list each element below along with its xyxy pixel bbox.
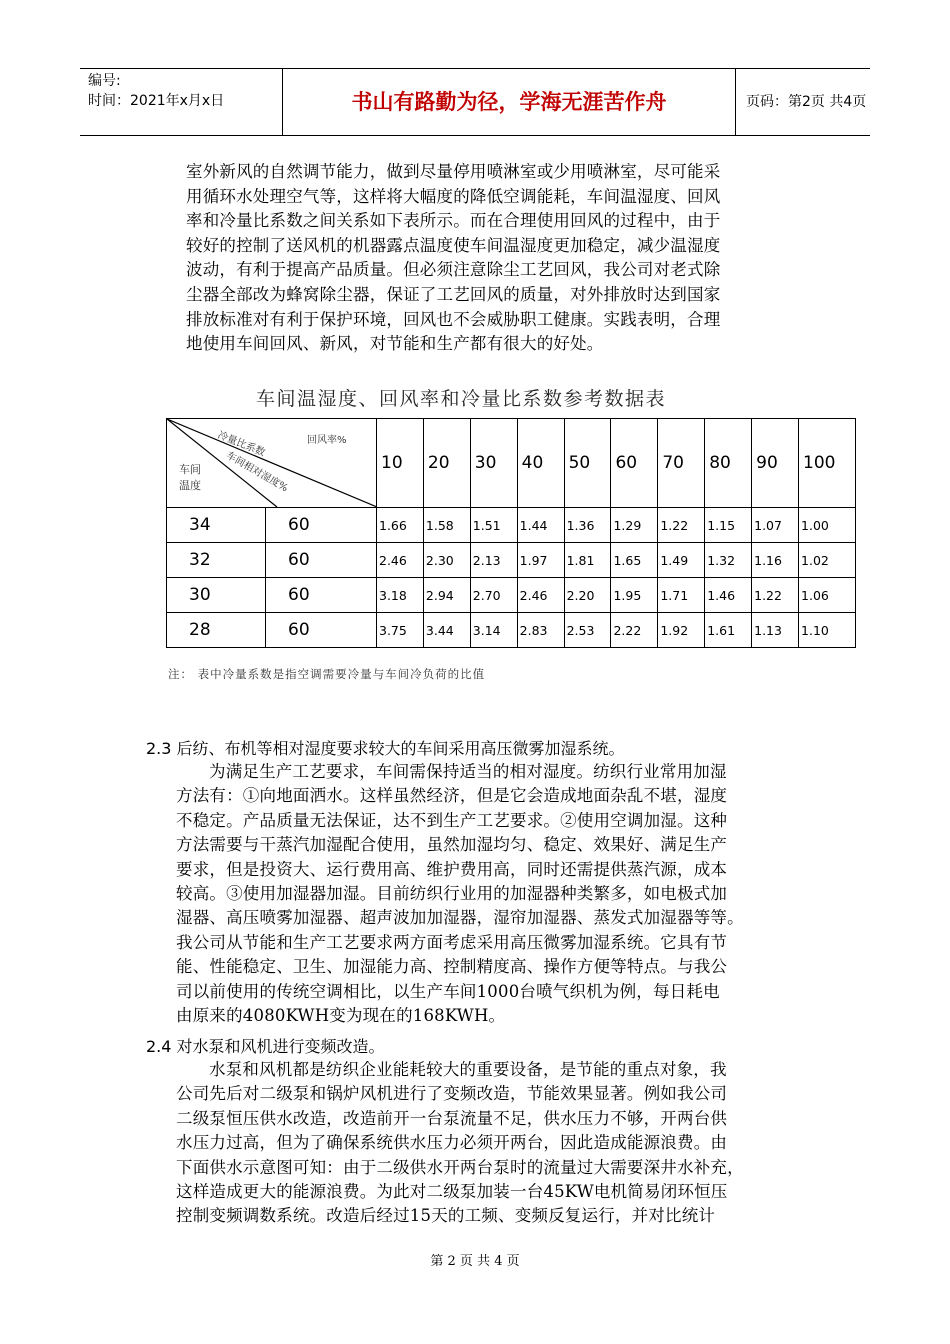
value-cell: 1.44 (517, 508, 564, 543)
corner-cold-ratio: 冷量比系数 (216, 429, 267, 459)
value-cell: 1.97 (517, 543, 564, 578)
value-cell: 1.13 (752, 613, 799, 648)
humidity-cell: 60 (266, 578, 377, 613)
value-cell: 1.66 (377, 508, 424, 543)
table-row (167, 613, 856, 648)
body-line: 由原来的4080KWH变为现在的168KWH。 (176, 1006, 506, 1026)
value-cell: 2.70 (470, 578, 517, 613)
value-cell: 1.46 (705, 578, 752, 613)
value-cell: 1.49 (658, 543, 705, 578)
section-2-3-heading: 2.3 后纺、布机等相对湿度要求较大的车间采用高压微雾加湿系统。 (146, 739, 625, 758)
value-cell: 2.83 (517, 613, 564, 648)
page-footer: 第 2 页 共 4 页 (430, 1254, 520, 1269)
value-cell: 2.22 (611, 613, 658, 648)
header-motto: 书山有路勤为径，学海无涯苦作舟 (282, 69, 736, 135)
value-cell: 1.22 (752, 578, 799, 613)
value-cell: 3.75 (377, 613, 424, 648)
value-cell: 1.02 (799, 543, 856, 578)
temp-cell: 32 (167, 543, 266, 578)
table-title: 车间温湿度、回风率和冷量比系数参考数据表 (256, 388, 667, 410)
col-header: 20 (423, 419, 470, 508)
col-header: 100 (799, 419, 856, 508)
col-header: 50 (564, 419, 611, 508)
col-header: 10 (377, 419, 424, 508)
header-meta (80, 69, 280, 135)
body-line: 不稳定。产品质量无法保证，达不到生产工艺要求。②使用空调加湿。这种 (176, 810, 728, 830)
value-cell: 1.61 (705, 613, 752, 648)
value-cell: 2.46 (517, 578, 564, 613)
col-header: 90 (752, 419, 799, 508)
header-page-label: 页码：第2页 共4页 (746, 94, 867, 110)
value-cell: 1.51 (470, 508, 517, 543)
col-header: 80 (705, 419, 752, 508)
value-cell: 1.92 (658, 613, 705, 648)
col-header: 40 (517, 419, 564, 508)
humidity-cell: 60 (266, 543, 377, 578)
corner-return-air: 回风率% (307, 435, 347, 446)
section-2-4-heading: 2.4 对水泵和风机进行变频改造。 (146, 1037, 385, 1056)
value-cell: 2.30 (423, 543, 470, 578)
value-cell: 3.44 (423, 613, 470, 648)
section-2-4-body (176, 1058, 820, 1229)
intro-line: 地使用车间回风、新风，对节能和生产都有很大的好处。 (186, 334, 604, 354)
body-line: 这样造成更大的能源浪费。为此对二级泵加装一台45KW电机简易闭环恒压 (176, 1182, 728, 1202)
value-cell: 1.00 (799, 508, 856, 543)
body-line: 较高。③使用加湿器加湿。目前纺织行业用的加湿器种类繁多，如电极式加 (176, 884, 728, 904)
body-line: 能、性能稳定、卫生、加湿能力高、控制精度高、操作方便等特点。与我公 (176, 957, 728, 977)
corner-temp: 车间 (179, 463, 201, 476)
value-cell: 2.53 (564, 613, 611, 648)
body-line: 控制变频调数系统。改造后经过15天的工频、变频反复运行，并对比统计 (176, 1206, 716, 1226)
corner-rel-humidity: 车间相对湿度% (223, 450, 290, 495)
value-cell: 1.58 (423, 508, 470, 543)
value-cell: 2.46 (377, 543, 424, 578)
value-cell: 1.36 (564, 508, 611, 543)
value-cell: 1.95 (611, 578, 658, 613)
corner-temp2: 温度 (179, 479, 201, 492)
value-cell: 1.22 (658, 508, 705, 543)
temp-cell: 34 (167, 508, 266, 543)
body-line: 水压力过高，但为了确保系统供水压力必须开两台，因此造成能源浪费。由 (176, 1133, 728, 1153)
intro-line: 排放标准对有利于保护环境，回风也不会威胁职工健康。实践表明，合理 (186, 309, 721, 329)
col-header: 30 (470, 419, 517, 508)
humidity-cell: 60 (266, 613, 377, 648)
value-cell: 2.13 (470, 543, 517, 578)
col-header: 60 (611, 419, 658, 508)
body-line: 下面供水示意图可知：由于二级供水开两台泵时的流量过大需要深井水补充， (176, 1157, 744, 1177)
value-cell: 1.81 (564, 543, 611, 578)
page-header (80, 68, 870, 136)
value-cell: 3.18 (377, 578, 424, 613)
body-line: 水泵和风机都是纺织企业能耗较大的重要设备，是节能的重点对象，我 (209, 1060, 727, 1079)
table-header-row (167, 419, 856, 508)
intro-line: 率和冷量比系数之间关系如下表所示。而在合理使用回风的过程中，由于 (186, 211, 721, 231)
table-note: 注： 表中冷量系数是指空调需要冷量与车间冷负荷的比值 (168, 667, 486, 681)
intro-paragraph (186, 160, 810, 357)
body-line: 要求，但是投资大、运行费用高、维护费用高，同时还需提供蒸汽源，成本 (176, 859, 728, 879)
table-row (167, 508, 856, 543)
value-cell: 1.06 (799, 578, 856, 613)
value-cell: 2.94 (423, 578, 470, 613)
temp-cell: 28 (167, 613, 266, 648)
table-corner-cell (167, 419, 377, 508)
intro-line: 较好的控制了送风机的机器露点温度使车间温湿度更加稳定，减少温湿度 (186, 235, 721, 255)
intro-line: 波动，有利于提高产品质量。但必须注意除尘工艺回风，我公司对老式除 (186, 260, 721, 280)
temp-cell: 30 (167, 578, 266, 613)
value-cell: 1.32 (705, 543, 752, 578)
value-cell: 1.15 (705, 508, 752, 543)
value-cell: 1.71 (658, 578, 705, 613)
body-line: 方法有：①向地面洒水。这样虽然经济，但是它会造成地面杂乱不堪，湿度 (176, 786, 728, 806)
intro-line: 尘器全部改为蜂窝除尘器，保证了工艺回风的质量，对外排放时达到国家 (186, 284, 721, 304)
body-line: 司以前使用的传统空调相比，以生产车间1000台喷气织机为例，每日耗电 (176, 981, 720, 1001)
humidity-cell: 60 (266, 508, 377, 543)
body-line: 方法需要与干蒸汽加湿配合使用，虽然加湿均匀、稳定、效果好、满足生产 (176, 835, 728, 855)
value-cell: 3.14 (470, 613, 517, 648)
table-row (167, 543, 856, 578)
value-cell: 1.29 (611, 508, 658, 543)
body-line: 我公司从节能和生产工艺要求两方面考虑采用高压微雾加湿系统。它具有节 (176, 932, 728, 952)
body-line: 湿器、高压喷雾加湿器、超声波加加湿器，湿帘加湿器、蒸发式加湿器等等。 (176, 908, 744, 928)
value-cell: 2.20 (564, 578, 611, 613)
reference-data-table (166, 418, 856, 648)
time-label: 时间：2021年x月x日 (88, 93, 225, 109)
body-line: 二级泵恒压供水改造，改造前开一台泵流量不足，供水压力不够，开两台供 (176, 1108, 728, 1128)
table-row (167, 578, 856, 613)
body-line: 为满足生产工艺要求，车间需保持适当的相对湿度。纺织行业常用加湿 (209, 762, 727, 781)
intro-line: 用循环水处理空气等，这样将大幅度的降低空调能耗，车间温湿度、回风 (186, 186, 721, 206)
number-label: 编号: (88, 73, 121, 89)
value-cell: 1.16 (752, 543, 799, 578)
section-2-3-body (176, 760, 820, 1028)
value-cell: 1.10 (799, 613, 856, 648)
body-line: 公司先后对二级泵和锅炉风机进行了变频改造，节能效果显著。例如我公司 (176, 1084, 728, 1104)
col-header: 70 (658, 419, 705, 508)
value-cell: 1.65 (611, 543, 658, 578)
intro-line: 室外新风的自然调节能力，做到尽量停用喷淋室或少用喷淋室，尽可能采 (186, 162, 721, 181)
value-cell: 1.07 (752, 508, 799, 543)
